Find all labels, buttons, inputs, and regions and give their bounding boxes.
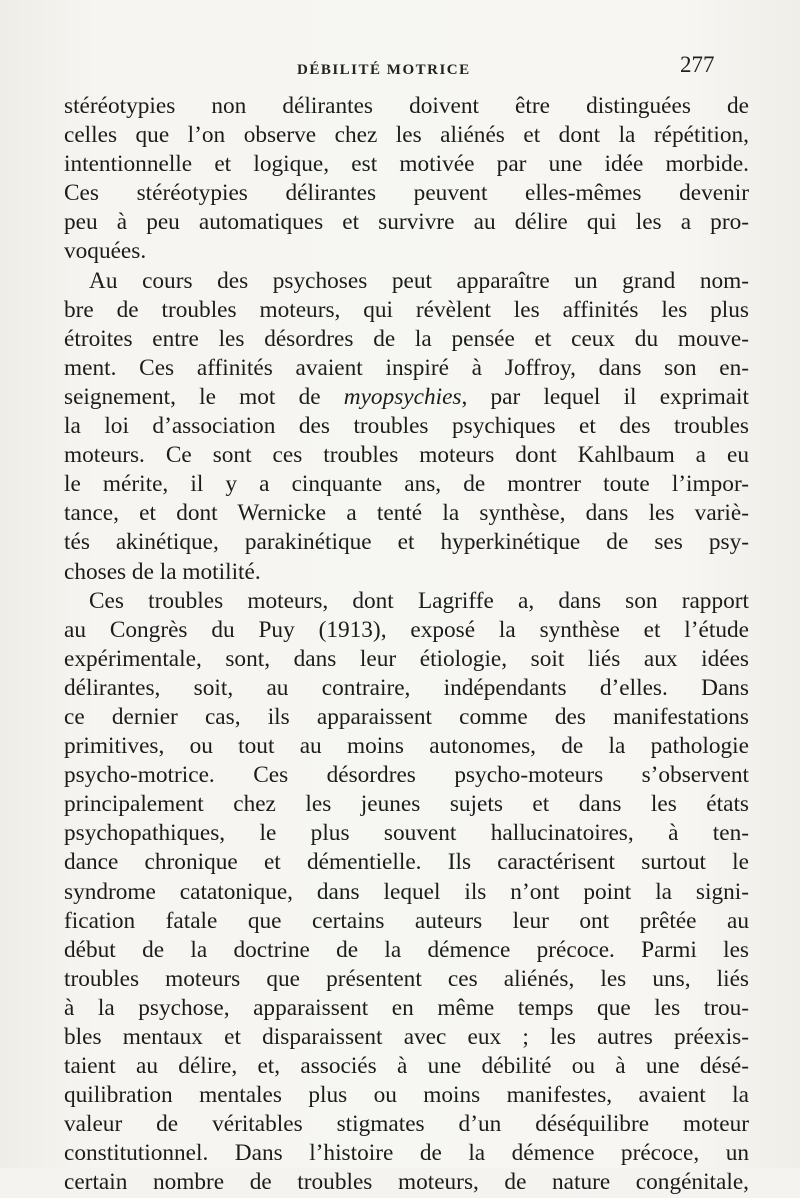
text-line: moteurs. Ce sont ces troubles moteurs dont Kahlbaum a eu xyxy=(64,442,749,469)
text-line: fication fatale que certains auteurs leur ont prêtée au xyxy=(64,907,749,934)
text-line: constitutionnel. Dans l’histoire de la démence précoce, un xyxy=(64,1140,749,1167)
text-line: étroites entre les désordres de la pensée et ceux du mouve- xyxy=(64,325,749,352)
text-line: bre de troubles moteurs, qui révèlent les affinités les plus xyxy=(64,296,749,323)
text-line: Ces troubles moteurs, dont Lagriffe a, dans son rapport xyxy=(89,587,749,614)
text-line: intentionnelle et logique, est motivée par une idée morbide. xyxy=(64,151,749,178)
text-line: début de la doctrine de la démence précoce. Parmi les xyxy=(64,936,749,963)
text-line: principalement chez les jeunes sujets et dans les états xyxy=(64,791,749,818)
page-number: 277 xyxy=(680,52,715,77)
text-line: Ces stéréotypies délirantes peuvent elles-mêmes devenir xyxy=(64,180,749,207)
text-line: ce dernier cas, ils apparaissent comme des manifestations xyxy=(64,703,749,730)
text-line: tance, et dont Wernicke a tenté la synthèse, dans les variè- xyxy=(64,500,749,527)
text-line: choses de la motilité. xyxy=(64,558,261,585)
text-line: la loi d’association des troubles psychiques et des troubles xyxy=(64,413,749,440)
text-line: stéréotypies non délirantes doivent être distinguées de xyxy=(64,93,749,119)
text-line: peu à peu automatiques et survivre au délire qui les a pro- xyxy=(64,209,749,236)
text-line: quilibration mentales plus ou moins manifestes, avaient la xyxy=(64,1082,749,1109)
text-line: bles mentaux et disparaissent avec eux ; les autres préexis- xyxy=(64,1024,749,1050)
text-line: dance chronique et démentielle. Ils caractérisent surtout le xyxy=(64,849,749,876)
text-line: le mérite, il y a cinquante ans, de montrer toute l’impor- xyxy=(64,471,749,498)
text-line: à la psychose, apparaissent en même temps que les trou- xyxy=(64,994,749,1021)
text-line: syndrome catatonique, dans lequel ils n’ont point la signi- xyxy=(64,878,749,905)
text-line: primitives, ou tout au moins autonomes, de la pathologie xyxy=(64,733,749,760)
text-line: celles que l’on observe chez les aliénés et dont la répétition, xyxy=(64,122,749,149)
text-line: taient au délire, et, associés à une débilité ou à une désé- xyxy=(64,1053,749,1080)
italic-term: myopsychies xyxy=(343,383,462,410)
body-text xyxy=(64,92,749,1198)
text-line: expérimentale, sont, dans leur étiologie, soit liés aux idées xyxy=(64,645,749,672)
text-line: valeur de véritables stigmates d’un déséquilibre moteur xyxy=(64,1111,749,1138)
text-line: Au cours des psychoses peut apparaître un grand nom- xyxy=(89,267,749,294)
text-line: tés akinétique, parakinétique et hyperkinétique de ses psy- xyxy=(64,529,749,556)
text-line: certain nombre de troubles moteurs, de nature congénitale, xyxy=(64,1169,749,1196)
text-line: psycho-motrice. Ces désordres psycho-moteurs s’observent xyxy=(64,762,749,789)
running-header: DÉBILITÉ MOTRICE xyxy=(297,62,471,78)
text-line: voquées. xyxy=(64,238,147,265)
text-line: ment. Ces affinités avaient inspiré à Joffroy, dans son en- xyxy=(64,354,749,381)
text-line: délirantes, soit, au contraire, indépendants d’elles. Dans xyxy=(64,674,749,701)
text-line: troubles moteurs que présentent ces aliénés, les uns, liés xyxy=(64,965,749,992)
text-line: seignement, le mot de myopsychies, par lequel il exprimait xyxy=(64,383,749,410)
text-line: psychopathiques, le plus souvent hallucinatoires, à ten- xyxy=(64,820,749,847)
text-line: au Congrès du Puy (1913), exposé la synthèse et l’étude xyxy=(64,616,749,643)
